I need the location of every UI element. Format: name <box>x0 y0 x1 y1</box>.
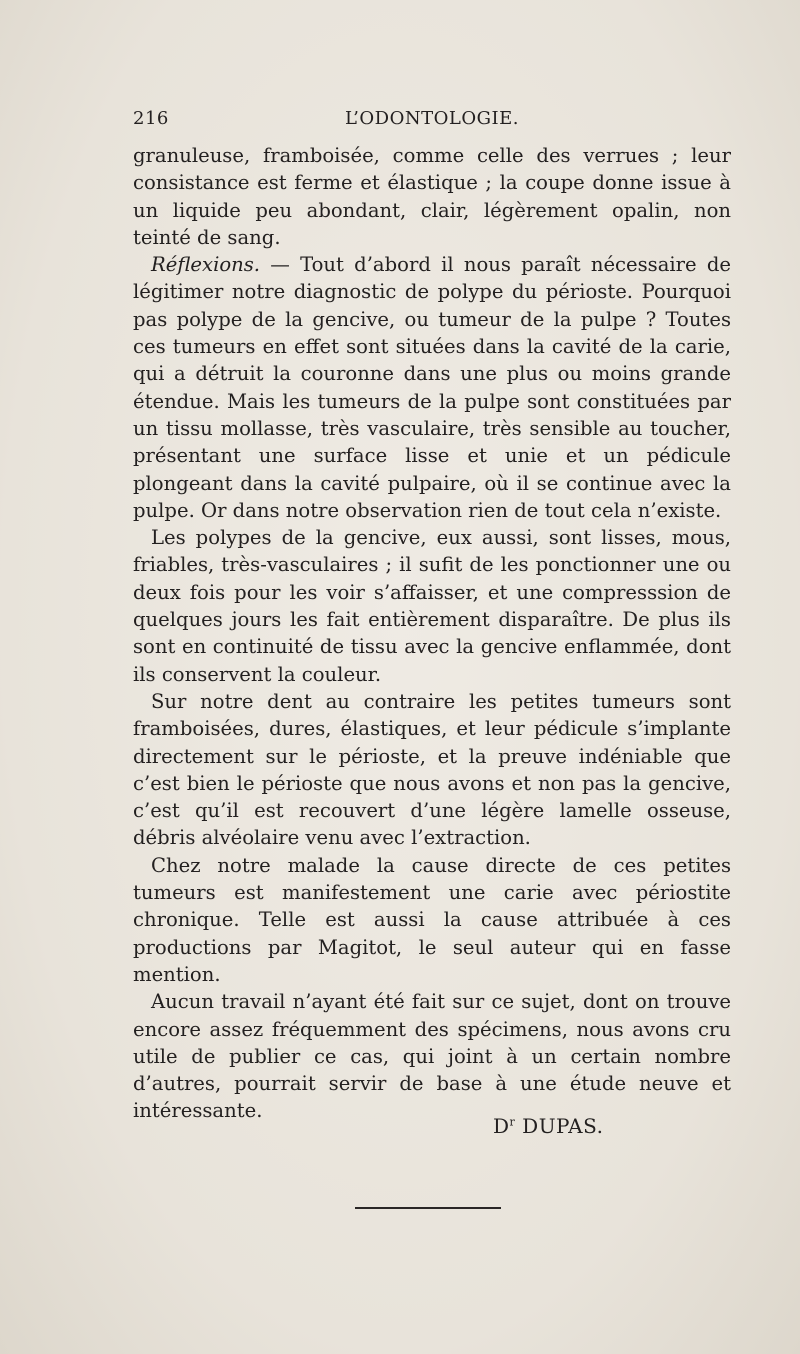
signature-title: D <box>493 1114 510 1138</box>
paragraph-5: Chez notre malade la cause directe de ces petites tumeurs est manifestement une carie avec périostite chronique. Telle est aussi la cause attribuée à ces productions par Magitot, le seul auteur qui en fasse mention. <box>133 853 731 986</box>
signature-name: DUPAS. <box>515 1114 604 1138</box>
paragraph-2-text: — Tout d’abord il nous paraît nécessaire de légitimer notre diagnostic de polype du périoste. Pourquoi pas polype de la gencive, ou tumeur de la pulpe ? Toutes ces tumeurs en effet sont situées dans la cavité de la carie, qui a détruit la couronne dans une plus ou moins grande étendue. Mais les tumeurs de la pulpe sont constituées par un tissu mollasse, très vasculaire, très sensible au toucher, présentant une surface lisse et unie et un pédicule plongeant dans la cavité pulpaire, où il se continue avec la pulpe. Or dans notre observation rien de tout cela n’existe. <box>133 253 731 522</box>
paragraph-1: granuleuse, framboisée, comme celle des verrues ; leur consistance est ferme et élastique ; la coupe donne issue à un liquide peu abondant, clair, légèrement opalin, non teinté de sang. <box>133 144 731 249</box>
paragraph-6: Aucun travail n’ayant été fait sur ce sujet, dont on trouve encore assez fréquemment des spécimens, nous avons cru utile de publier ce cas, qui joint à un certain nombre d’autres, pourrait servir de base à une étude neuve et intéressante. <box>133 990 731 1123</box>
author-signature <box>493 1114 613 1138</box>
paragraph-4: Sur notre dent au contraire les petites tumeurs sont framboisées, dures, élastiques, et leur pédicule s’implante directement sur le périoste, et la preuve indéniable que c’est bien le périoste que nous avons et non pas la gencive, c’est qu’il est recouvert d’une légère lamelle osseuse, débris alvéolaire venu avec l’extraction. <box>133 689 731 850</box>
page-header <box>133 108 731 132</box>
signature-title-sup: r <box>509 1115 516 1129</box>
running-head: L’ODONTOLOGIE. <box>345 108 519 129</box>
paragraph-2-lead: Réflexions. <box>151 253 261 277</box>
paragraph-3: Les polypes de la gencive, eux aussi, sont lisses, mous, friables, très-vasculaires ; il sufit de les ponctionner une ou deux fois pour les voir s’affaisser, et une compresssion de quelques jours les fait entièrement disparaître. De plus ils sont en continuité de tissu avec la gencive enflammée, dont ils conservent la couleur. <box>133 526 731 686</box>
page-number: 216 <box>133 108 169 129</box>
closing-rule <box>355 1207 501 1209</box>
paragraph-2 <box>133 251 731 524</box>
article-body <box>133 142 731 1125</box>
